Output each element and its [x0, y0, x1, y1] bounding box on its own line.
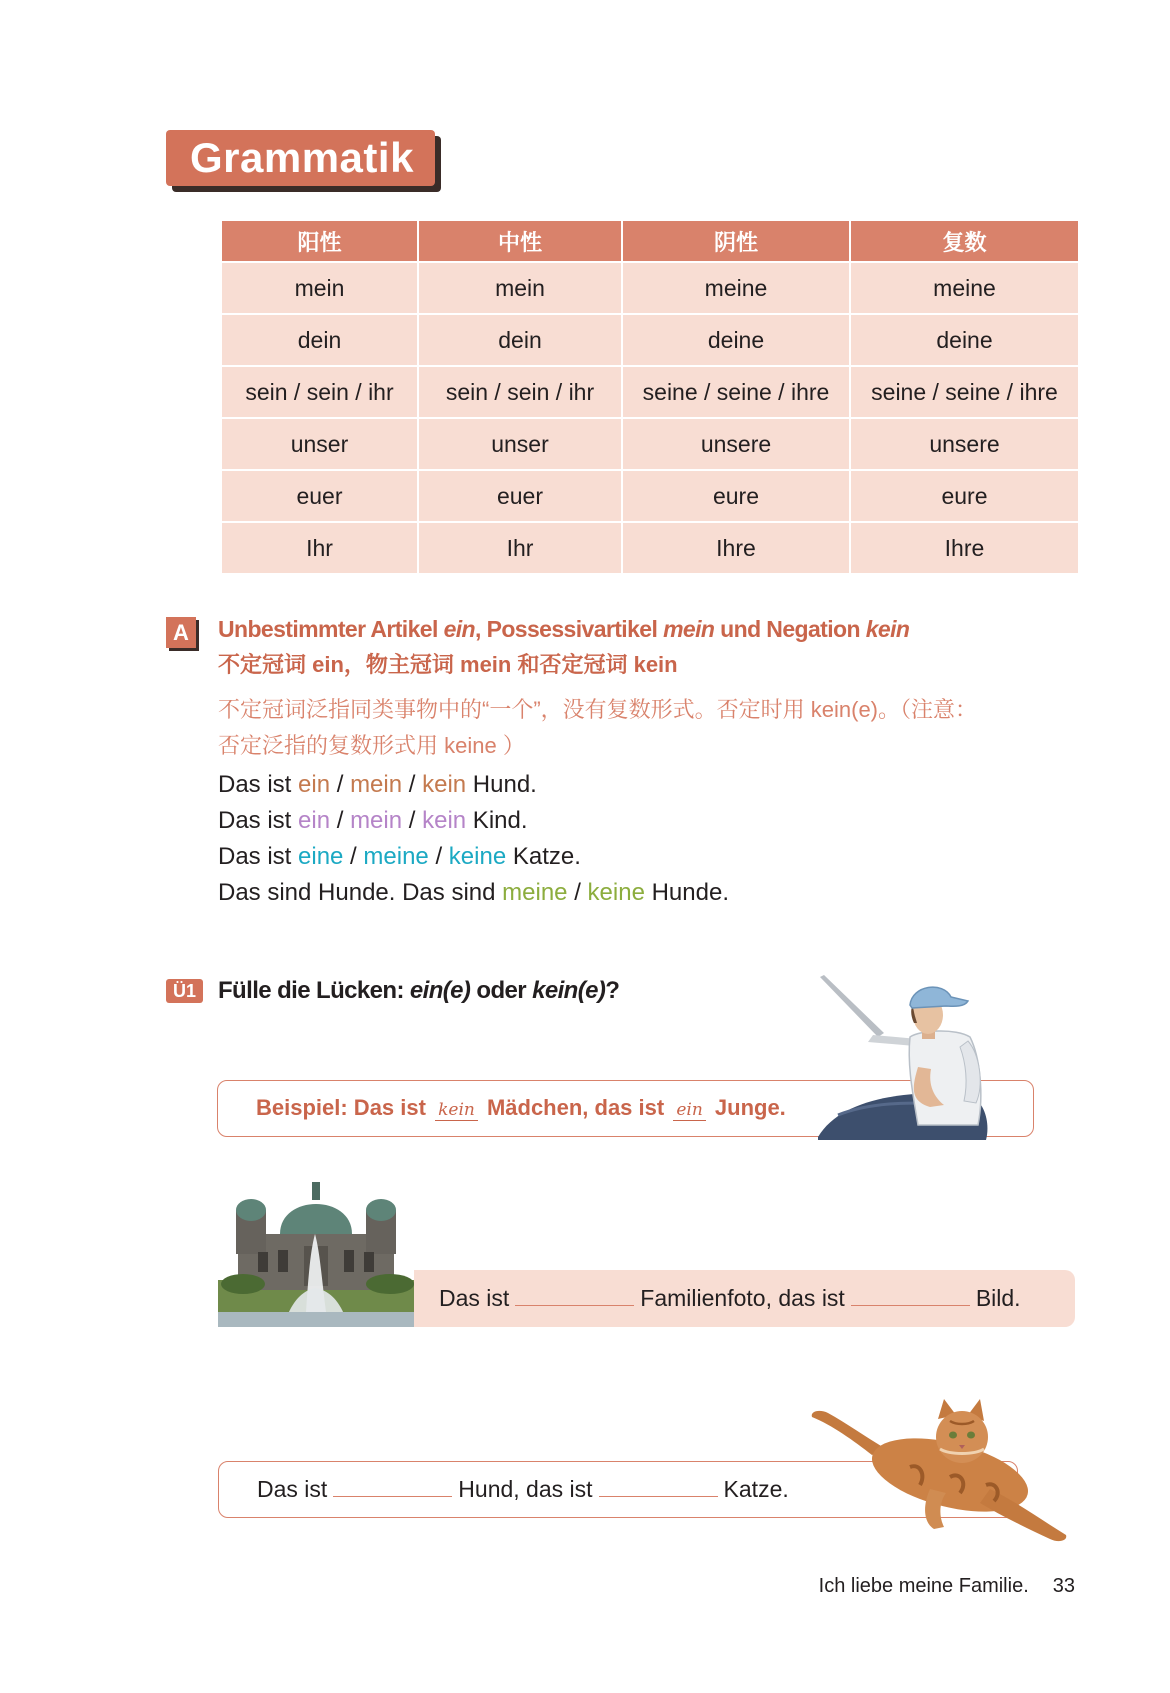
exercise-text: Katze. — [723, 1476, 789, 1502]
title-keyword: ein(e) — [409, 977, 471, 1004]
right-tower-dome — [366, 1199, 396, 1221]
table-cell: mein — [418, 262, 622, 314]
berlin-cathedral-photo — [218, 1172, 414, 1327]
table-cell: deine — [622, 314, 850, 366]
section-a-title — [218, 611, 1118, 647]
example-text: Junge. — [708, 1095, 786, 1120]
laptop-screen — [820, 975, 884, 1037]
title-text: Unbestimmter Artikel — [218, 616, 444, 642]
sentence-text: Das ist — [218, 807, 299, 834]
sentence-text: Katze. — [506, 843, 581, 870]
title-text: oder — [470, 977, 533, 1004]
table-cell: unser — [418, 418, 622, 470]
exercise-item-1 — [414, 1270, 1075, 1327]
example-sentence — [218, 875, 1078, 911]
article-word: kein — [422, 807, 467, 834]
dome-lantern — [312, 1182, 320, 1200]
article-word: mein — [350, 771, 403, 798]
title-keyword: ein — [443, 616, 475, 642]
article-word: meine — [502, 879, 568, 906]
table-row — [221, 366, 1079, 418]
article-word: kein — [422, 771, 467, 798]
separator: / — [330, 771, 351, 798]
table-cell: deine — [850, 314, 1079, 366]
table-cell: Ihr — [418, 522, 622, 574]
section-a-explanation — [218, 692, 1088, 764]
section-a-subtitle: 不定冠词 ein，物主冠词 mein 和否定冠词 kein — [218, 652, 678, 677]
trees-right — [366, 1274, 414, 1294]
article-word: keine — [448, 843, 507, 870]
separator: / — [343, 843, 364, 870]
title-text: und Negation — [714, 616, 866, 642]
section-a-examples — [218, 767, 1078, 911]
table-header-cell: 阴性 — [622, 220, 850, 262]
table-cell: unser — [221, 418, 418, 470]
handwritten-answer: kein — [435, 1100, 478, 1121]
possessive-article-table — [220, 219, 1080, 575]
table-cell: dein — [418, 314, 622, 366]
article-word: ein — [298, 807, 331, 834]
exercise-text: Familienfoto, das ist — [640, 1285, 845, 1311]
section-a-badge: A — [166, 617, 196, 648]
separator: / — [428, 843, 449, 870]
fountain-basin — [218, 1312, 414, 1327]
exercise-text: Das ist — [439, 1285, 510, 1311]
cat-front-leg — [925, 1489, 946, 1529]
exercise-title — [218, 973, 619, 1009]
cat-head — [936, 1411, 988, 1463]
title-text: ? — [605, 977, 620, 1004]
example-sentence — [218, 839, 1078, 875]
sentence-text: Kind. — [466, 807, 528, 834]
example-sentence — [218, 803, 1078, 839]
table-cell: sein / sein / ihr — [221, 366, 418, 418]
sentence-text: Hund. — [466, 771, 537, 798]
boy-cap — [910, 987, 968, 1008]
exercise-text: Bild. — [975, 1285, 1021, 1311]
table-cell: Ihre — [850, 522, 1079, 574]
example-text: Mädchen, das ist — [480, 1095, 671, 1120]
article-word: eine — [298, 843, 344, 870]
exercise-text: Hund, das ist — [458, 1476, 593, 1502]
table-cell: eure — [622, 470, 850, 522]
title-keyword: mein — [663, 616, 715, 642]
sentence-text: Das ist — [218, 843, 299, 870]
table-header-cell: 中性 — [418, 220, 622, 262]
table-cell: dein — [221, 314, 418, 366]
table-row — [221, 418, 1079, 470]
example-text: Beispiel: Das ist — [256, 1095, 433, 1120]
left-tower-dome — [236, 1199, 266, 1221]
title-text: , Possessivartikel — [475, 616, 664, 642]
table-row — [221, 314, 1079, 366]
table-cell: unsere — [850, 418, 1079, 470]
page-number: 33 — [1052, 1575, 1075, 1597]
table-row — [221, 470, 1079, 522]
answer-blank — [851, 1288, 970, 1306]
table-cell: euer — [418, 470, 622, 522]
page-footer — [819, 1575, 1075, 1598]
section-a-heading — [218, 611, 1118, 683]
separator: / — [567, 879, 588, 906]
handwritten-answer: ein — [673, 1100, 705, 1121]
cat-photo — [810, 1397, 1072, 1543]
table-header-cell: 复数 — [850, 220, 1079, 262]
article-word: mein — [350, 807, 403, 834]
central-dome — [280, 1204, 352, 1234]
table-row — [221, 262, 1079, 314]
table-header-row — [221, 220, 1079, 262]
explanation-line: 否定泛指的复数形式用 keine ） — [218, 733, 525, 758]
answer-blank — [599, 1479, 718, 1497]
table-cell: Ihr — [221, 522, 418, 574]
sentence-text: Das ist — [218, 771, 299, 798]
table-cell: Ihre — [622, 522, 850, 574]
answer-blank — [333, 1479, 452, 1497]
footer-title: Ich liebe meine Familie. — [818, 1575, 1029, 1597]
separator: / — [330, 807, 351, 834]
section-label-badge: Grammatik — [166, 130, 435, 186]
article-word: keine — [587, 879, 645, 906]
table-cell: seine / seine / ihre — [622, 366, 850, 418]
cat-tail — [812, 1411, 886, 1455]
title-keyword: kein(e) — [532, 977, 606, 1004]
title-keyword: kein — [865, 616, 910, 642]
separator: / — [402, 807, 423, 834]
table-cell: unsere — [622, 418, 850, 470]
answer-blank — [515, 1288, 634, 1306]
table-cell: eure — [850, 470, 1079, 522]
table-cell: meine — [850, 262, 1079, 314]
table-row — [221, 522, 1079, 574]
title-text: Fülle die Lücken: — [218, 977, 410, 1004]
table-cell: meine — [622, 262, 850, 314]
explanation-line: 不定冠词泛指同类事物中的“一个”，没有复数形式。否定时用 kein(e)。（注意： — [218, 697, 978, 722]
table-header-cell: 阳性 — [221, 220, 418, 262]
exercise-badge: Ü1 — [166, 979, 203, 1003]
example-sentence — [218, 767, 1078, 803]
article-word: ein — [298, 771, 331, 798]
cat-left-eye — [949, 1432, 957, 1439]
boy-with-laptop-photo — [818, 975, 1043, 1140]
sentence-text: Hunde. — [644, 879, 729, 906]
table-cell: mein — [221, 262, 418, 314]
sentence-text: Das sind Hunde. Das sind — [218, 879, 503, 906]
table-cell: euer — [221, 470, 418, 522]
cat-right-eye — [967, 1432, 975, 1439]
article-word: meine — [363, 843, 429, 870]
table-cell: seine / seine / ihre — [850, 366, 1079, 418]
separator: / — [402, 771, 423, 798]
table-cell: sein / sein / ihr — [418, 366, 622, 418]
trees-left — [221, 1274, 265, 1294]
exercise-text: Das ist — [257, 1476, 328, 1502]
